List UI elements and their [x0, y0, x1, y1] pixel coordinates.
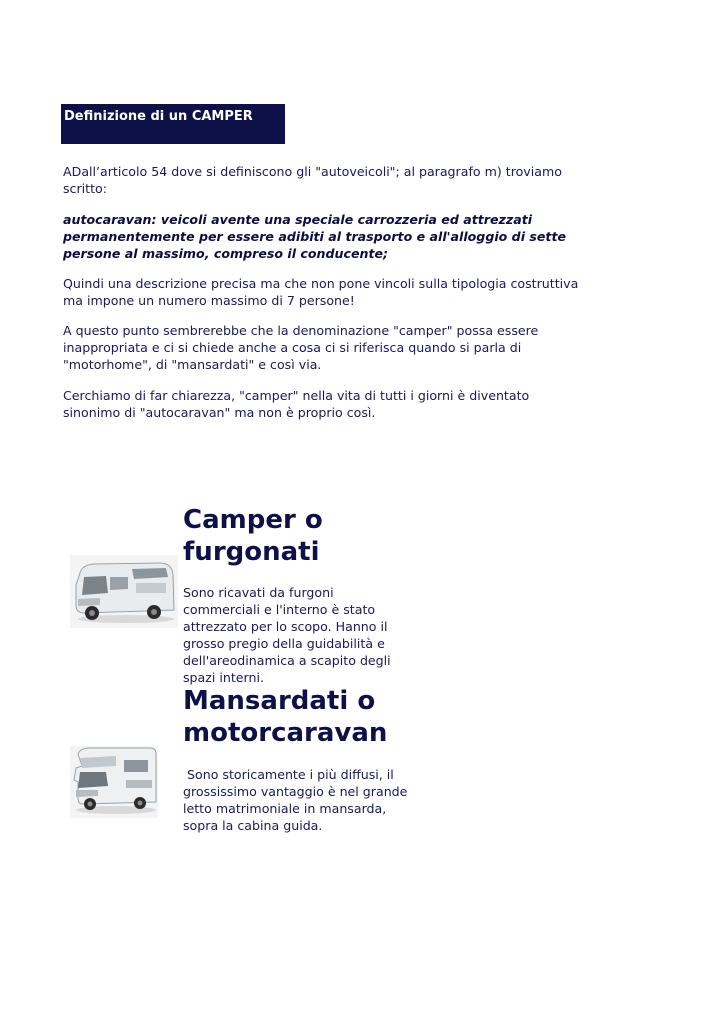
page-title-banner: [61, 104, 285, 144]
motorhome-photo: [70, 746, 158, 818]
law-quote: autocaravan: veicoli avente una speciale carrozzeria ed attrezzati permanentemente per essere adibiti al trasporto e all'alloggio di sette persone al massimo, compreso il conducente;: [63, 212, 567, 261]
intro-paragraph: ADall’articolo 54 dove si definiscono gli "autoveicoli"; al paragrafo m) troviamo scritto:: [63, 164, 562, 196]
section-body-mansardati: Sono storicamente i più diffusi, il grossissimo vantaggio è nel grande letto matrimoniale in mansarda, sopra la cabina guida.: [183, 767, 412, 833]
page-title: Definizione di un CAMPER: [64, 109, 253, 124]
section-title-mansardati: Mansardati o motorcaravan: [183, 686, 388, 748]
clarification-paragraph: Cerchiamo di far chiarezza, "camper" nella vita di tutti i giorni è diventato sinonimo di "autocaravan" ma non è proprio così.: [63, 388, 530, 420]
description-paragraph: Quindi una descrizione precisa ma che non pone vincoli sulla tipologia costruttiva ma impone un numero massimo di 7 persone!: [63, 276, 579, 308]
van-camper-photo: [70, 555, 178, 628]
section-title-furgonati: Camper o furgonati: [183, 505, 323, 567]
denomination-paragraph: A questo punto sembrerebbe che la denominazione "camper" possa essere inappropriata e ci si chiede anche a cosa ci si riferisca quando si parla di "motorhome", di "mansardati" e così via.: [63, 323, 539, 372]
section-body-furgonati: Sono ricavati da furgoni commerciali e l'interno è stato attrezzato per lo scopo. Hanno il grosso pregio della guidabilità e dell'areodinamica a scapito degli spazi interni.: [183, 585, 391, 685]
